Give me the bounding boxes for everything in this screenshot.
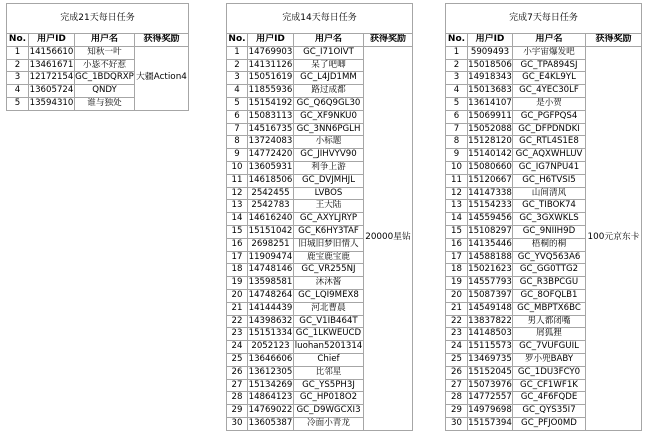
user-id-cell: 14516735 — [248, 123, 294, 136]
row-number: 8 — [227, 136, 248, 149]
row-number: 10 — [446, 161, 468, 174]
row-number: 30 — [446, 417, 468, 430]
user-id-cell: 14135446 — [468, 238, 513, 251]
username-cell: GC_CF1WF1K — [513, 379, 586, 392]
user-id-cell: 13837822 — [468, 315, 513, 328]
username-cell: 小毖不好惹 — [75, 59, 135, 72]
header-user-id: 用户ID — [248, 34, 294, 47]
row-number: 2 — [7, 59, 29, 72]
table-row — [227, 46, 413, 59]
row-number: 14 — [227, 213, 248, 226]
table-7-day-task — [445, 3, 642, 431]
username-cell: GC_L4JD1MM — [294, 72, 364, 85]
table-row — [446, 46, 642, 59]
row-number: 4 — [446, 85, 468, 98]
username-cell: GC_4YEC30LF — [513, 85, 586, 98]
username-cell: 王大陆 — [294, 200, 364, 213]
row-number: 9 — [446, 149, 468, 162]
username-cell: GC_RTL4S1E8 — [513, 136, 586, 149]
username-cell: 谁与独处 — [75, 97, 135, 110]
row-number: 17 — [227, 251, 248, 264]
user-id-cell: 14148503 — [468, 328, 513, 341]
username-cell: GC_PGFPQS4 — [513, 110, 586, 123]
username-cell: GC_XF9NKU0 — [294, 110, 364, 123]
header-no: No. — [227, 34, 248, 47]
user-id-cell: 13605387 — [248, 417, 294, 430]
user-id-cell: 12172154 — [29, 72, 75, 85]
username-cell: LVBOS — [294, 187, 364, 200]
row-number: 5 — [446, 97, 468, 110]
row-number: 27 — [227, 379, 248, 392]
row-number: 19 — [446, 277, 468, 290]
row-number: 16 — [227, 238, 248, 251]
user-id-cell: 11909474 — [248, 251, 294, 264]
user-id-cell: 13646606 — [248, 353, 294, 366]
user-id-cell: 14616240 — [248, 213, 294, 226]
row-number: 19 — [227, 277, 248, 290]
user-id-cell: 13614107 — [468, 97, 513, 110]
user-id-cell: 15151334 — [248, 328, 294, 341]
username-cell: GC_4F6FQDE — [513, 392, 586, 405]
username-cell: 河北曹晨 — [294, 302, 364, 315]
user-id-cell: 15051619 — [248, 72, 294, 85]
username-cell: GC_LQI9MEX8 — [294, 289, 364, 302]
header-reward: 获得奖励 — [135, 34, 189, 47]
username-cell: GC_V1IB464T — [294, 315, 364, 328]
username-cell: GC_K6HY3TAF — [294, 225, 364, 238]
username-cell: GC_H6TVSI5 — [513, 174, 586, 187]
header-row — [446, 34, 642, 47]
username-cell: 屑狐狸 — [513, 328, 586, 341]
header-user-id: 用户ID — [468, 34, 513, 47]
row-number: 2 — [446, 59, 468, 72]
username-cell: 罗小兜BABY — [513, 353, 586, 366]
username-cell: GC_3GXWKLS — [513, 213, 586, 226]
reward-cell: 100元京东卡 — [586, 46, 642, 430]
user-id-cell: 13469735 — [468, 353, 513, 366]
header-reward: 获得奖励 — [586, 34, 642, 47]
user-id-cell: 14131126 — [248, 59, 294, 72]
row-number: 3 — [7, 72, 29, 85]
table-row — [7, 46, 189, 59]
row-number: 14 — [446, 213, 468, 226]
header-row — [227, 34, 413, 47]
username-cell: GC_GG0TTG2 — [513, 264, 586, 277]
user-id-cell: 15013683 — [468, 85, 513, 98]
header-username: 用户名 — [513, 34, 586, 47]
user-id-cell: 15151042 — [248, 225, 294, 238]
user-id-cell: 2052123 — [248, 341, 294, 354]
table-title: 完成7天每日任务 — [446, 4, 642, 34]
row-number: 27 — [446, 379, 468, 392]
row-number: 13 — [227, 200, 248, 213]
username-cell: Chief — [294, 353, 364, 366]
row-number: 6 — [227, 110, 248, 123]
user-id-cell: 14398632 — [248, 315, 294, 328]
user-id-cell: 14772557 — [468, 392, 513, 405]
user-id-cell: 14144439 — [248, 302, 294, 315]
header-user-id: 用户ID — [29, 34, 75, 47]
username-cell: GC_YVQ563A6 — [513, 251, 586, 264]
username-cell: GC_R3BPCGU — [513, 277, 586, 290]
user-id-cell: 15018506 — [468, 59, 513, 72]
username-cell: GC_DFPDNDKI — [513, 123, 586, 136]
row-number: 18 — [446, 264, 468, 277]
user-id-cell: 2542455 — [248, 187, 294, 200]
user-id-cell: 13605931 — [248, 161, 294, 174]
row-number: 21 — [227, 302, 248, 315]
row-number: 12 — [227, 187, 248, 200]
row-number: 17 — [446, 251, 468, 264]
username-cell: GC_D9WGCXI3 — [294, 405, 364, 418]
user-id-cell: 15140142 — [468, 149, 513, 162]
username-cell: GC_IG7NPU41 — [513, 161, 586, 174]
row-number: 29 — [227, 405, 248, 418]
username-cell: GC_8OFQLB1 — [513, 289, 586, 302]
row-number: 24 — [227, 341, 248, 354]
user-id-cell: 14549148 — [468, 302, 513, 315]
user-id-cell: 15134269 — [248, 379, 294, 392]
user-id-cell: 15154192 — [248, 97, 294, 110]
user-id-cell: 15073976 — [468, 379, 513, 392]
row-number: 21 — [446, 302, 468, 315]
row-number: 29 — [446, 405, 468, 418]
user-id-cell: 14748264 — [248, 289, 294, 302]
username-cell: 梧桐的桐 — [513, 238, 586, 251]
row-number: 5 — [227, 97, 248, 110]
table-title: 完成21天每日任务 — [7, 4, 189, 34]
row-number: 5 — [7, 97, 29, 110]
user-id-cell: 14559456 — [468, 213, 513, 226]
username-cell: luohan5201314 — [294, 341, 364, 354]
username-cell: 路过成都 — [294, 85, 364, 98]
user-id-cell: 15021623 — [468, 264, 513, 277]
row-number: 20 — [446, 289, 468, 302]
username-cell: GC_PFJO0MD — [513, 417, 586, 430]
row-number: 7 — [227, 123, 248, 136]
user-id-cell: 14864123 — [248, 392, 294, 405]
user-id-cell: 14557793 — [468, 277, 513, 290]
username-cell: GC_AXYLJRYP — [294, 213, 364, 226]
row-number: 18 — [227, 264, 248, 277]
row-number: 2 — [227, 59, 248, 72]
row-number: 4 — [227, 85, 248, 98]
row-number: 11 — [227, 174, 248, 187]
user-id-cell: 2542783 — [248, 200, 294, 213]
user-id-cell: 15080660 — [468, 161, 513, 174]
user-id-cell: 14618506 — [248, 174, 294, 187]
user-id-cell: 5909493 — [468, 46, 513, 59]
row-number: 12 — [446, 187, 468, 200]
user-id-cell: 14588188 — [468, 251, 513, 264]
row-number: 15 — [227, 225, 248, 238]
user-id-cell: 13612305 — [248, 366, 294, 379]
user-id-cell: 15108297 — [468, 225, 513, 238]
row-number: 7 — [446, 123, 468, 136]
header-username: 用户名 — [294, 34, 364, 47]
row-number: 13 — [446, 200, 468, 213]
user-id-cell: 14769903 — [248, 46, 294, 59]
username-cell: GC_1DU3FCY0 — [513, 366, 586, 379]
row-number: 24 — [446, 341, 468, 354]
user-id-cell: 13461671 — [29, 59, 75, 72]
username-cell: 小标题 — [294, 136, 364, 149]
user-id-cell: 15154233 — [468, 200, 513, 213]
user-id-cell: 13724083 — [248, 136, 294, 149]
row-number: 23 — [227, 328, 248, 341]
username-cell: GC_1LKWEUCD — [294, 328, 364, 341]
row-number: 22 — [446, 315, 468, 328]
user-id-cell: 15157394 — [468, 417, 513, 430]
row-number: 16 — [446, 238, 468, 251]
username-cell: GC_YS5PH3J — [294, 379, 364, 392]
row-number: 6 — [446, 110, 468, 123]
username-cell: QNDY — [75, 85, 135, 98]
header-username: 用户名 — [75, 34, 135, 47]
row-number: 10 — [227, 161, 248, 174]
username-cell: GC_9NIIH9D — [513, 225, 586, 238]
row-number: 4 — [7, 85, 29, 98]
row-number: 8 — [446, 136, 468, 149]
reward-cell: 大疆Action4 — [135, 46, 189, 110]
row-number: 30 — [227, 417, 248, 430]
username-cell: GC_3NN6PGLH — [294, 123, 364, 136]
username-cell: 小宇宙爆发吧 — [513, 46, 586, 59]
user-id-cell: 14772420 — [248, 149, 294, 162]
user-id-cell: 15069911 — [468, 110, 513, 123]
row-number: 20 — [227, 289, 248, 302]
username-cell: 旧城旧梦旧情人 — [294, 238, 364, 251]
table-title: 完成14天每日任务 — [227, 4, 413, 34]
user-id-cell: 15128120 — [468, 136, 513, 149]
username-cell: 冷面小青龙 — [294, 417, 364, 430]
row-number: 26 — [446, 366, 468, 379]
user-id-cell: 15120667 — [468, 174, 513, 187]
user-id-cell: 14147338 — [468, 187, 513, 200]
username-cell: GC_MBPTX6BC — [513, 302, 586, 315]
user-id-cell: 15087397 — [468, 289, 513, 302]
username-cell: 山间清风 — [513, 187, 586, 200]
row-number: 1 — [227, 46, 248, 59]
row-number: 1 — [7, 46, 29, 59]
username-cell: GC_AQXWHLUV — [513, 149, 586, 162]
row-number: 11 — [446, 174, 468, 187]
user-id-cell: 13598581 — [248, 277, 294, 290]
username-cell: 比邻星 — [294, 366, 364, 379]
user-id-cell: 15152045 — [468, 366, 513, 379]
header-no: No. — [7, 34, 29, 47]
header-row — [7, 34, 189, 47]
row-number: 28 — [446, 392, 468, 405]
user-id-cell: 14156610 — [29, 46, 75, 59]
user-id-cell: 14748146 — [248, 264, 294, 277]
row-number: 15 — [446, 225, 468, 238]
user-id-cell: 14918343 — [468, 72, 513, 85]
user-id-cell: 13605724 — [29, 85, 75, 98]
username-cell: 男人都闭嘴 — [513, 315, 586, 328]
user-id-cell: 11855936 — [248, 85, 294, 98]
row-number: 3 — [227, 72, 248, 85]
user-id-cell: 15115573 — [468, 341, 513, 354]
username-cell: GC_VR255NJ — [294, 264, 364, 277]
user-id-cell: 15083113 — [248, 110, 294, 123]
username-cell: GC_I71OIVT — [294, 46, 364, 59]
username-cell: 利争上游 — [294, 161, 364, 174]
table-14-day-task — [226, 3, 413, 431]
user-id-cell: 2698251 — [248, 238, 294, 251]
username-cell: GC_TIBOK74 — [513, 200, 586, 213]
row-number: 25 — [227, 353, 248, 366]
username-cell: 呆了吧唧 — [294, 59, 364, 72]
user-id-cell: 14769022 — [248, 405, 294, 418]
user-id-cell: 13594310 — [29, 97, 75, 110]
header-no: No. — [446, 34, 468, 47]
row-number: 22 — [227, 315, 248, 328]
username-cell: GC_7VUFGUIL — [513, 341, 586, 354]
row-number: 25 — [446, 353, 468, 366]
username-cell: GC_HP018O2 — [294, 392, 364, 405]
row-number: 3 — [446, 72, 468, 85]
row-number: 1 — [446, 46, 468, 59]
username-cell: 是小贺 — [513, 97, 586, 110]
username-cell: GC_Q6Q9GL30 — [294, 97, 364, 110]
username-cell: 沐沐酱 — [294, 277, 364, 290]
row-number: 9 — [227, 149, 248, 162]
username-cell: 鹿宝鹿宝鹿 — [294, 251, 364, 264]
username-cell: GC_TPA894SJ — [513, 59, 586, 72]
row-number: 28 — [227, 392, 248, 405]
row-number: 26 — [227, 366, 248, 379]
username-cell: GC_JIHVYV90 — [294, 149, 364, 162]
user-id-cell: 14979698 — [468, 405, 513, 418]
username-cell: GC_QYS35I7 — [513, 405, 586, 418]
header-reward: 获得奖励 — [364, 34, 413, 47]
username-cell: GC_1BDQRXP — [75, 72, 135, 85]
username-cell: GC_E4KL9YL — [513, 72, 586, 85]
row-number: 23 — [446, 328, 468, 341]
username-cell: GC_DVJMHJL — [294, 174, 364, 187]
table-21-day-task — [6, 3, 189, 111]
user-id-cell: 15052088 — [468, 123, 513, 136]
reward-cell: 20000星钻 — [364, 46, 413, 430]
username-cell: 知秋一叶 — [75, 46, 135, 59]
